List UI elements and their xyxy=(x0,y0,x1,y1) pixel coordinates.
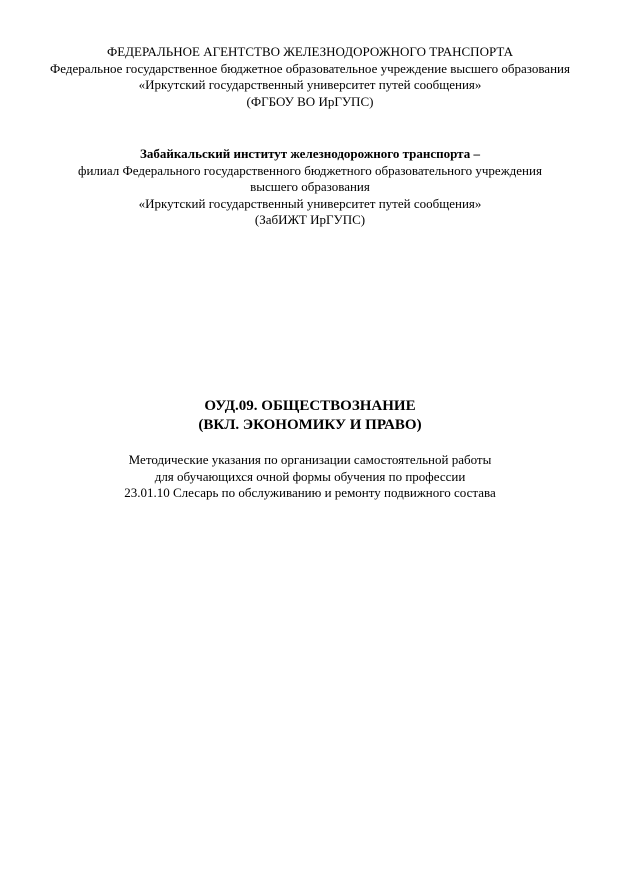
university-name: «Иркутский государственный университет путей сообщения» xyxy=(138,77,482,92)
branch-type: филиал Федерального государственного бюджетного образовательного учреждения высшего образования xyxy=(78,162,542,194)
agency-header xyxy=(40,44,580,110)
title-line-2: (ВКЛ. ЭКОНОМИКУ И ПРАВО) xyxy=(198,417,422,433)
description-line-1: Методические указания по организации самостоятельной работы xyxy=(128,452,492,467)
university-abbreviation: (ФГБОУ ВО ИрГУПС) xyxy=(246,93,374,109)
branch-abbreviation: (ЗабИЖТ ИрГУПС) xyxy=(254,212,366,227)
branch-name: Забайкальский институт железнодорожного транспорта – xyxy=(140,146,480,161)
document-title xyxy=(40,397,580,435)
agency-name: ФЕДЕРАЛЬНОЕ АГЕНТСТВО ЖЕЛЕЗНОДОРОЖНОГО ТРАНСПОРТА xyxy=(106,44,514,59)
description-line-3: 23.01.10 Слесарь по обслуживанию и ремонту подвижного состава xyxy=(124,485,496,500)
description-line-2: для обучающихся очной формы обучения по профессии xyxy=(154,468,466,484)
branch-header xyxy=(40,146,580,229)
title-line-1: ОУД.09. ОБЩЕСТВОЗНАНИЕ xyxy=(204,398,416,414)
branch-university-name: «Иркутский государственный университет путей сообщения» xyxy=(138,195,482,211)
institution-type: Федеральное государственное бюджетное образовательное учреждение высшего образования xyxy=(50,60,570,76)
document-description xyxy=(40,452,580,502)
